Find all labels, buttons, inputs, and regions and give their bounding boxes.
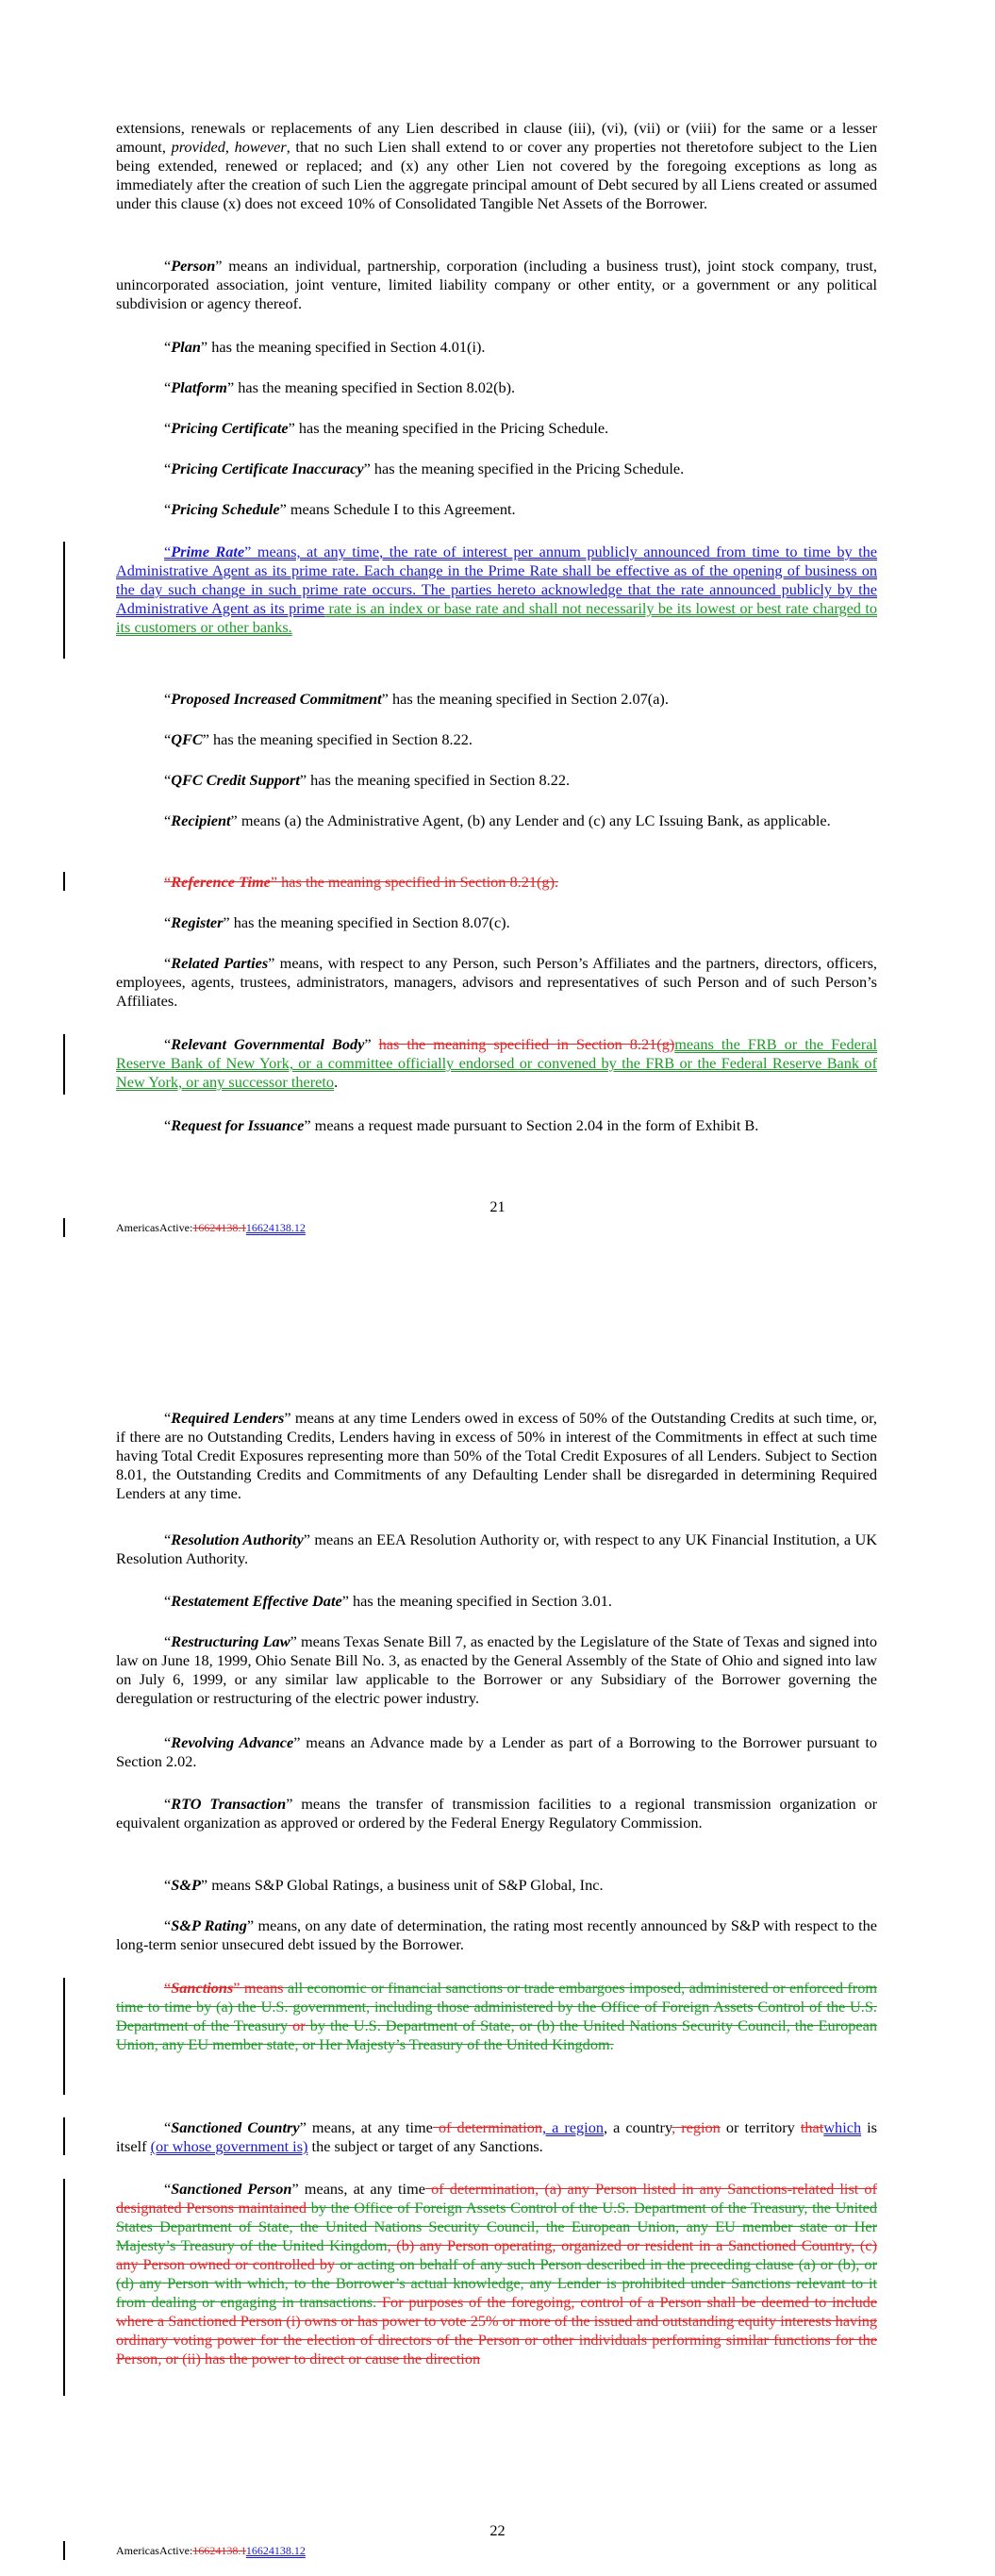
deleted-text: “ bbox=[164, 1979, 172, 1997]
text-run: “ bbox=[164, 771, 172, 789]
def-person bbox=[116, 257, 877, 313]
text-run: “ bbox=[164, 1531, 172, 1548]
text-run: provided bbox=[171, 138, 225, 156]
defined-term: Pricing Certificate bbox=[171, 419, 289, 437]
text-run: “ bbox=[164, 419, 172, 437]
def-pricing-schedule bbox=[116, 500, 877, 519]
inserted-text: , a region bbox=[541, 2118, 604, 2136]
change-bar bbox=[63, 1034, 65, 1095]
defined-term: Sanctioned Person bbox=[171, 2180, 292, 2198]
text-run: ” means, on any date of determination, the rating most recently announced by S&P with respect to the long-term senior unsecured debt issued by the Borrower. bbox=[116, 1916, 877, 1953]
text-run: extensions, renewals or replacements of any Lien described in clause (iii), (vi), (vii) or (viii) for the same or a lesser amount, bbox=[116, 119, 877, 156]
text-run: ” means, at any time bbox=[299, 2118, 433, 2136]
defined-term: Sanctions bbox=[171, 1979, 234, 1997]
def-request-for-issuance bbox=[116, 1116, 877, 1135]
defined-term: Pricing Schedule bbox=[171, 500, 280, 518]
def-sanctioned-country bbox=[116, 2118, 877, 2156]
page-21 bbox=[0, 0, 995, 1255]
footer-old-docid: 16624138.1 bbox=[192, 2544, 246, 2557]
change-bar bbox=[63, 2541, 65, 2560]
moved-deleted-text: all economic or financial sanctions or trade embargoes imposed, administered or enforced from time to time by (a) the U.S. government, including those administered bbox=[116, 1979, 878, 2016]
defined-term: S&P Rating bbox=[171, 1916, 247, 1934]
defined-term: Request for Issuance bbox=[171, 1116, 305, 1134]
def-register bbox=[116, 913, 877, 932]
deleted-text: ” has the meaning specified in Section 8.21(g). bbox=[270, 873, 559, 891]
text-run: “ bbox=[164, 1035, 172, 1053]
text-run: ” has the meaning specified in Section 8.07(c). bbox=[223, 913, 510, 931]
text-run: “ bbox=[164, 500, 172, 518]
defined-term: Restructuring Law bbox=[171, 1632, 290, 1650]
moved-text: means the FRB or the Federal Reserve Bank of New York, or a committee officially endorsed or convened by the FRB or the Federal Reserve Bank of New York, or any successor thereto bbox=[116, 1035, 877, 1091]
document-footer bbox=[116, 1221, 306, 1234]
deleted-text: of determination bbox=[432, 2118, 542, 2136]
text-run: “ bbox=[164, 257, 172, 275]
inserted-text: which bbox=[823, 2118, 862, 2136]
def-restructuring-law bbox=[116, 1632, 877, 1708]
defined-term: Resolution Authority bbox=[171, 1531, 304, 1548]
defined-term: Related Parties bbox=[171, 954, 269, 972]
deleted-text: has the meaning specified in Section 8.21(g) bbox=[378, 1035, 675, 1053]
text-run: “ bbox=[164, 1795, 172, 1813]
def-relevant-governmental-body bbox=[116, 1035, 877, 1092]
text-run: ” means Texas Senate Bill 7, as enacted by the Legislature of the State of Texas and signed into law on June 18, 1999, Ohio Senate Bill No. 3, as enacted by the General Assembly of the State of Ohio and signed into law on July 6, 1999, or any similar law applicable to the Borrower or any Subsidiary of the Borrower governing the deregulation or restructuring of the electric power industry. bbox=[116, 1632, 877, 1707]
text-run: “ bbox=[164, 338, 172, 356]
inserted-text: ” means, at any time, the rate of interest per annum publicly announced from time to time by the Administrative Agent as its prime rate. Each change in the Prime Rate shall be effective as of the opening of business on the day such change in such prime rate occurs. The parties hereto acknowledge that the rate announced publicly by the Administrative Agent as its prime bbox=[116, 543, 877, 617]
deleted-text: , (b) any Person operating, organized or resident in a Sanctioned Country, (c) any Person owned or controlled by bbox=[116, 2236, 877, 2273]
def-prime-rate bbox=[116, 543, 877, 637]
defined-term: QFC bbox=[171, 730, 203, 748]
text-run: ” has the meaning specified in Section 8.22. bbox=[202, 730, 473, 748]
def-qfc-credit-support bbox=[116, 771, 877, 790]
text-run: ” has the meaning specified in Section 2.07(a). bbox=[381, 690, 669, 708]
text-run: “ bbox=[164, 1632, 172, 1650]
text-run: “ bbox=[164, 913, 172, 931]
defined-term: Register bbox=[171, 913, 224, 931]
text-run: ” has the meaning specified in Section 4.01(i). bbox=[200, 338, 486, 356]
deleted-text: For purposes of the foregoing, control of a Person shall be deemed to include where a Sanctioned Person (i) owns or has power to vote 25% or more of the issued and outstanding equity interests having ordinary voting power for the election of directors of the Person or other individuals performing similar functions for the Person, or (ii) has the power to direct or cause the direction bbox=[116, 2293, 878, 2367]
def-qfc bbox=[116, 730, 877, 749]
def-sp bbox=[116, 1876, 877, 1895]
def-sanctions-deleted bbox=[116, 1979, 877, 2054]
text-run: ” means S&P Global Ratings, a business unit of S&P Global, Inc. bbox=[200, 1876, 604, 1894]
deleted-text: of determination, (a) any Person listed in any Sanctions-related list of designated Persons maintained bbox=[116, 2180, 877, 2216]
defined-term: Prime Rate bbox=[171, 543, 245, 560]
page-number: 21 bbox=[489, 1197, 506, 1215]
defined-term: Person bbox=[171, 257, 216, 275]
text-run: , bbox=[224, 138, 235, 156]
text-run: “ bbox=[164, 954, 172, 972]
text-run: ” means Schedule I to this Agreement. bbox=[279, 500, 516, 518]
change-bar bbox=[63, 872, 65, 891]
defined-term: Proposed Increased Commitment bbox=[171, 690, 382, 708]
inserted-text: (or whose government is) bbox=[150, 2137, 308, 2155]
def-pricing-certificate-inaccuracy bbox=[116, 460, 877, 478]
text-run: “ bbox=[164, 1116, 172, 1134]
document-footer bbox=[116, 2544, 306, 2557]
text-run: “ bbox=[164, 730, 172, 748]
defined-term: Recipient bbox=[171, 811, 231, 829]
def-sanctioned-person bbox=[116, 2180, 877, 2368]
text-run: “ bbox=[164, 378, 172, 396]
def-restatement-effective-date bbox=[116, 1592, 877, 1611]
defined-term: Plan bbox=[171, 338, 201, 356]
change-bar bbox=[63, 1978, 65, 2095]
def-sp-rating bbox=[116, 1916, 877, 1954]
text-run: ” means (a) the Administrative Agent, (b) any Lender and (c) any LC Issuing Bank, as applicable. bbox=[230, 811, 831, 829]
defined-term: Pricing Certificate Inaccuracy bbox=[171, 460, 364, 477]
text-run: the subject or target of any Sanctions. bbox=[307, 2137, 543, 2155]
text-run: ” has the meaning specified in the Pricing Schedule. bbox=[288, 419, 609, 437]
page-22 bbox=[0, 1321, 995, 2576]
para-liens-continued bbox=[116, 119, 877, 213]
text-run: however bbox=[234, 138, 287, 156]
change-bar bbox=[63, 1218, 65, 1237]
def-plan bbox=[116, 338, 877, 357]
text-run: ” has the meaning specified in Section 3.01. bbox=[341, 1592, 612, 1610]
text-run: ” has the meaning specified in Section 8.22. bbox=[299, 771, 571, 789]
defined-term: Reference Time bbox=[171, 873, 271, 891]
footer-new-docid: 16624138.12 bbox=[245, 1221, 306, 1234]
def-proposed-increased-commitment bbox=[116, 690, 877, 709]
deleted-text: , region bbox=[672, 2118, 721, 2136]
footer-prefix: AmericasActive: bbox=[116, 1221, 193, 1234]
footer-prefix: AmericasActive: bbox=[116, 2544, 193, 2557]
text-run: “ bbox=[164, 1409, 172, 1427]
text-run: , a country bbox=[603, 2118, 672, 2136]
defined-term: RTO Transaction bbox=[171, 1795, 287, 1813]
deleted-text: or bbox=[288, 2016, 306, 2034]
text-run: ” means at any time Lenders owed in excess of 50% of the Outstanding Credits at such time, or, if there are no Outstanding Credits, Lenders having in excess of 50% in interest of the Commitments in effect at such time having Total Credit Exposures representing more than 50% of the Total Credit Exposures of all Lenders. Subject to Section 8.01, the Outstanding Credits and Commitments of any Defaulting Lender shall be disregarded in determining Required Lenders at any time. bbox=[116, 1409, 877, 1502]
def-reference-time-deleted bbox=[116, 873, 877, 892]
text-run: ” has the meaning specified in Section 8.02(b). bbox=[226, 378, 516, 396]
def-revolving-advance bbox=[116, 1733, 877, 1771]
deleted-text: that bbox=[800, 2118, 824, 2136]
text-run: is itself bbox=[116, 2118, 878, 2155]
text-run: ” means an individual, partnership, corporation (including a business trust), joint stock company, trust, unincorporated association, joint venture, limited liability company or other entity, or a government or any political subdivision or agency thereof. bbox=[116, 257, 877, 312]
defined-term: Sanctioned Country bbox=[171, 2118, 300, 2136]
moved-deleted-text: by the U.S. Department of State, or (b) the United Nations Security Council, the European Union, any EU member state, or Her Majesty’s Treasury of the United Kingdom. bbox=[116, 2016, 877, 2053]
def-pricing-certificate bbox=[116, 419, 877, 438]
moved-deleted-text: by the Office of Foreign Assets Control of the U.S. Department of the Treasury, the United States Department of State, the United Nations Security Council, the European Union, any EU member state or Her Majesty’s Treasury of the United Kingdom bbox=[116, 2199, 877, 2254]
text-run: “ bbox=[164, 1733, 172, 1751]
text-run: “ bbox=[164, 811, 172, 829]
moved-deleted-text: by the Office of Foreign Assets Control of the U.S. Department of the Treasury bbox=[116, 1998, 877, 2034]
def-required-lenders bbox=[116, 1409, 877, 1503]
text-run: ” bbox=[364, 1035, 379, 1053]
defined-term: Required Lenders bbox=[171, 1409, 285, 1427]
defined-term: Platform bbox=[171, 378, 227, 396]
defined-term: Relevant Governmental Body bbox=[171, 1035, 365, 1053]
text-run: “ bbox=[164, 690, 172, 708]
text-run: “ bbox=[164, 460, 172, 477]
text-run: ” means an EEA Resolution Authority or, with respect to any UK Financial Institution, a UK Resolution Authority. bbox=[116, 1531, 877, 1567]
text-run: “ bbox=[164, 1916, 172, 1934]
def-recipient bbox=[116, 811, 877, 830]
text-run: . bbox=[334, 1073, 339, 1091]
footer-new-docid: 16624138.12 bbox=[245, 2544, 306, 2557]
moved-text: rate is an index or base rate and shall not necessarily be its lowest or best rate charged to its customers or other banks. bbox=[116, 599, 878, 636]
text-run: ” means a request made pursuant to Section 2.04 in the form of Exhibit B. bbox=[304, 1116, 759, 1134]
text-run: “ bbox=[164, 2180, 172, 2198]
def-rto-transaction bbox=[116, 1795, 877, 1832]
deleted-text: “ bbox=[164, 873, 172, 891]
text-run: or territory bbox=[720, 2118, 801, 2136]
text-run: “ bbox=[164, 2118, 172, 2136]
page-number: 22 bbox=[489, 2521, 506, 2539]
footer-old-docid: 16624138.1 bbox=[192, 1221, 246, 1234]
defined-term: QFC Credit Support bbox=[171, 771, 300, 789]
change-bar bbox=[63, 2117, 65, 2155]
defined-term: S&P bbox=[171, 1876, 201, 1894]
text-run: ” means the transfer of transmission facilities to a regional transmission organization or equivalent organization as approved or ordered by the Federal Energy Regulatory Commission. bbox=[116, 1795, 878, 1832]
def-platform bbox=[116, 378, 877, 397]
def-related-parties bbox=[116, 954, 877, 1011]
inserted-text: “ bbox=[164, 543, 172, 560]
defined-term: Revolving Advance bbox=[171, 1733, 294, 1751]
moved-deleted-text: or acting on behalf of any such Person described in the preceding clause (a) or (b), or (d) any Person with which, to the Borrower’s actual knowledge, any Lender is prohibited under Sanctions relevant to it from dealing or engaging in transactions. bbox=[116, 2255, 877, 2311]
text-run: ” means, at any time bbox=[291, 2180, 425, 2198]
text-run: “ bbox=[164, 1592, 172, 1610]
text-run: , that no such Lien shall extend to or cover any properties not theretofore subject to the Lien being extended, renewed or replaced; and (x) any other Lien not covered by the foregoing exceptions as long as immediately after the creation of such Lien the aggregate principal amount of Debt secured by all Liens created or assumed under this clause (x) does not exceed 10% of Consolidated Tangible Net Assets of the Borrower. bbox=[116, 138, 877, 212]
change-bar bbox=[63, 542, 65, 659]
text-run: ” means an Advance made by a Lender as part of a Borrowing to the Borrower pursuant to Section 2.02. bbox=[116, 1733, 877, 1770]
text-run: ” has the meaning specified in the Pricing Schedule. bbox=[363, 460, 685, 477]
deleted-text: ” means bbox=[233, 1979, 284, 1997]
text-run: “ bbox=[164, 1876, 172, 1894]
def-resolution-authority bbox=[116, 1531, 877, 1568]
defined-term: Restatement Effective Date bbox=[171, 1592, 342, 1610]
text-run: ” means, with respect to any Person, such Person’s Affiliates and the partners, directors, officers, employees, agents, trustees, administrators, managers, advisors and representatives of such Person and of such Person’s Affiliates. bbox=[116, 954, 877, 1010]
change-bar bbox=[63, 2179, 65, 2396]
